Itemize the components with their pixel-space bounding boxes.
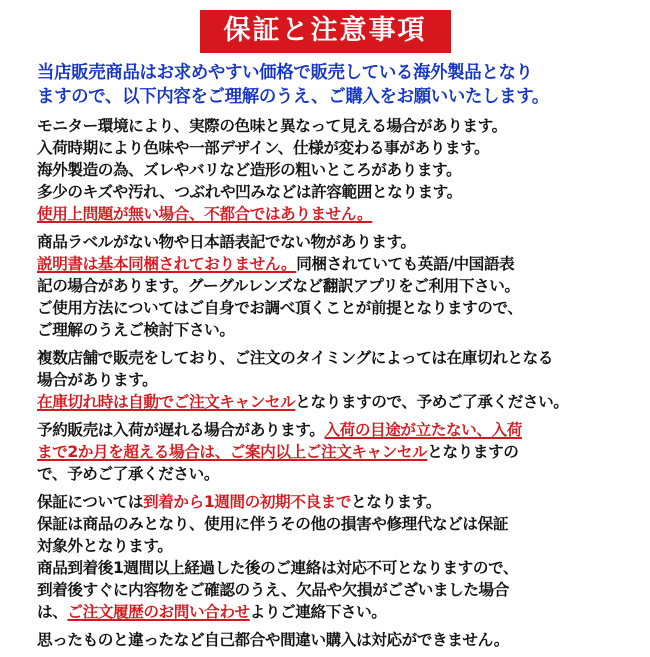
highlight-text: 説明書は基本同梱されておりません。 — [37, 255, 297, 273]
highlight-text: 到着から1週間の初期不良まで — [143, 493, 352, 511]
notice-text: 同梱されていても英語/中国語表 — [296, 255, 515, 273]
notice-line — [37, 419, 637, 441]
notice-text: 保証については — [37, 493, 144, 511]
notice-line: で、予めご了承ください。 — [37, 465, 220, 483]
notice-text: は、 — [37, 603, 68, 621]
notice-content — [37, 61, 637, 657]
notice-line: 複数店舗で販売をしており、ご注文のタイミングによっては在庫切れとなる — [37, 349, 553, 367]
notice-line: 海外製造の為、ズレやバリなど造形の粗いところがあります。 — [37, 161, 462, 179]
notice-line: 到着後すぐに内容物をご確認のうえ、欠品や欠損がございました場合 — [37, 581, 509, 599]
notice-text: よりご連絡下さい。 — [249, 603, 387, 621]
stock-notice-block — [37, 347, 637, 413]
highlight-text: 在庫切れ時は自動でご注文キャンセル — [37, 393, 296, 411]
notice-line: 対象外となります。 — [37, 537, 173, 555]
notice-line: ご使用方法についてはご自身でお調べ頂くことが前提となりますので、 — [37, 299, 523, 317]
notice-line: 商品到着後1週間以上経過した後のご連絡は対応不可となりますので、 — [37, 559, 519, 577]
notice-line: 商品ラベルがない物や日本語表記でない物があります。 — [37, 233, 416, 251]
notice-line: 思ったものと違ったなど自己都合や間違い購入は対応ができません。 — [37, 631, 509, 649]
notice-line: モニター環境により、実際の色味と異なって見える場合があります。 — [37, 117, 507, 135]
notice-line: 多少のキズや汚れ、つぶれや凹みなどは許容範囲となります。 — [37, 183, 462, 201]
notice-text: となりますので、予めご了承ください。 — [295, 393, 569, 411]
highlight-text: ご注文履歴のお問い合わせ — [67, 603, 250, 621]
notice-line: 入荷時期により色味や一部デザイン、仕様が変わる事があります。 — [37, 139, 490, 157]
notice-line — [37, 253, 637, 275]
intro-paragraph — [37, 61, 637, 109]
title-banner — [0, 10, 650, 53]
warranty-notice-block — [37, 491, 637, 623]
label-manual-notice-block — [37, 231, 637, 341]
notice-line: ご理解のうえご検討下さい。 — [37, 321, 235, 339]
self-reason-notice-block — [37, 629, 637, 651]
appearance-notice-block — [37, 115, 637, 225]
notice-text: 予約販売は入荷が遅れる場合があります。 — [37, 421, 325, 439]
highlight-text: 使用上問題が無い場合、不都合ではありません。 — [37, 205, 373, 223]
intro-line: ますので、以下内容をご理解のうえ、ご購入をお願いいたします。 — [37, 87, 550, 107]
notice-line — [37, 391, 637, 413]
page-title: 保証と注意事項 — [200, 10, 451, 53]
intro-line: 当店販売商品はお求めやすい価格で販売している海外製品となり — [37, 63, 533, 83]
notice-text: となります。 — [351, 493, 441, 511]
preorder-notice-block — [37, 419, 637, 485]
notice-line: 記の場合があります。グーグルレンズなど翻訳アプリをご利用下さい。 — [37, 277, 520, 295]
notice-line: 場合があります。 — [37, 371, 158, 389]
highlight-text: 入荷の目途が立たない、入荷 — [324, 421, 522, 439]
notice-line: 保証は商品のみとなり、使用に伴うその他の損害や修理代などは保証 — [37, 515, 509, 533]
notice-line — [37, 601, 637, 623]
notice-line — [37, 441, 637, 463]
highlight-text: まで2か月を超える場合は、ご案内以上ご注文キャンセル — [37, 443, 428, 461]
notice-line — [37, 203, 637, 225]
notice-text: となりますの — [427, 443, 519, 461]
notice-line — [37, 491, 637, 513]
